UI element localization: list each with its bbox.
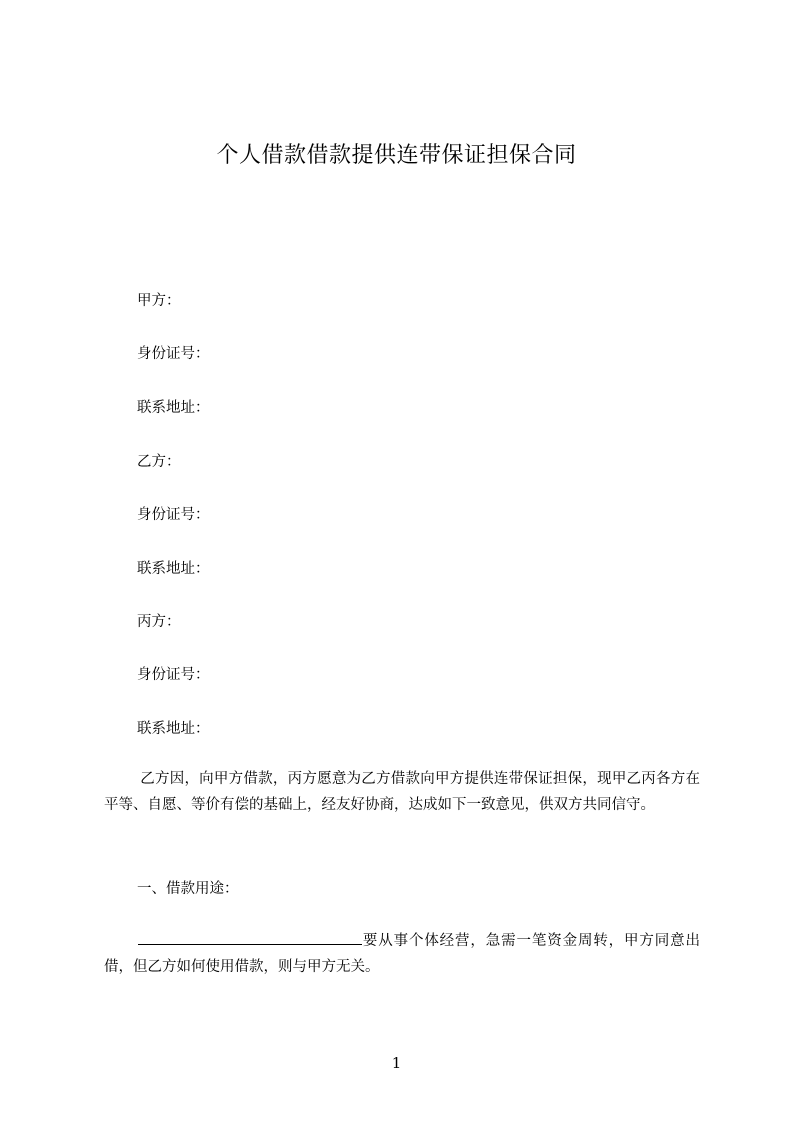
party-b-label: 乙方：: [137, 454, 181, 470]
party-b-id-label: 身份证号：: [137, 507, 210, 523]
party-a-id-label: 身份证号：: [137, 346, 210, 362]
intro-paragraph: [104, 766, 700, 818]
party-c-label: 丙方：: [137, 614, 181, 630]
section-1-text: 要从事个体经营，急需一笔资金周转，甲方同意出借，但乙方如何使用借款，则与甲方无关。: [104, 933, 700, 975]
page-number: 1: [391, 1054, 402, 1072]
blank-fill-line: [138, 930, 362, 945]
document-title: 个人借款借款提供连带保证担保合同: [216, 143, 577, 168]
party-b-address-label: 联系地址：: [137, 561, 210, 577]
party-c-address-label: 联系地址：: [137, 721, 210, 737]
intro-paragraph-text: 乙方因，向甲方借款，丙方愿意为乙方借款向甲方提供连带保证担保，现甲乙丙各方在平等、自愿、等价有偿的基础上，经友好协商，达成如下一致意见，供双方共同信守。: [104, 771, 700, 813]
section-1-heading: 一、借款用途：: [137, 881, 239, 897]
party-a-address-label: 联系地址：: [137, 400, 210, 416]
section-1-paragraph: [104, 928, 700, 980]
party-c-id-label: 身份证号：: [137, 667, 210, 683]
party-a-label: 甲方：: [137, 293, 181, 309]
